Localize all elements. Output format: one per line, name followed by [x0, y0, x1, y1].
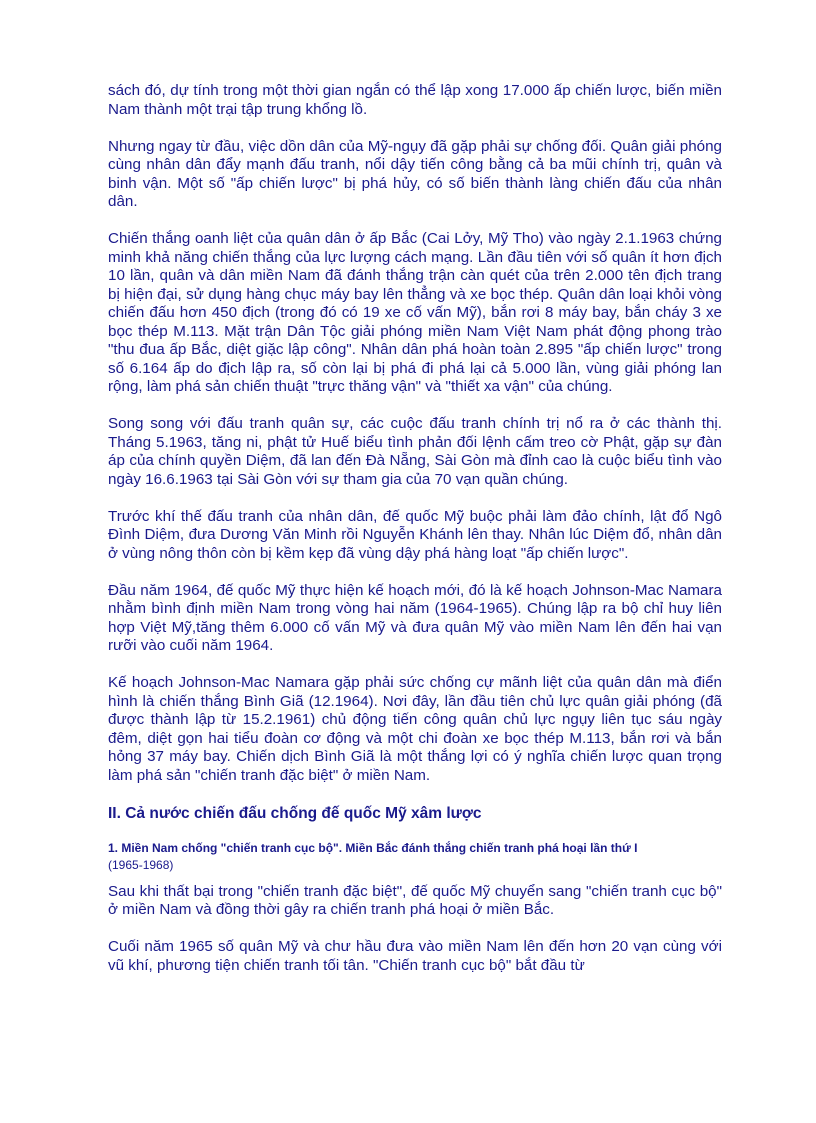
paragraph-7: Kế hoạch Johnson-Mac Namara gặp phải sức chống cự mãnh liệt của quân dân mà điển hình là chiến thắng Bình Giã (12.1964). Nơi đây, lần đầu tiên chủ lực quân giải phóng (đã được thành lập từ 15.2.1961) chủ động tiến công quân chủ lực ngụy liên tục sáu ngày đêm, diệt gọn hai tiểu đoàn cơ động và một chi đoàn xe bọc thép M.113, bắn rơi và bắn hỏng 37 máy bay. Chiến dịch Bình Giã là một thắng lợi có ý nghĩa chiến lược quan trọng làm phá sản "chiến tranh đặc biệt" ở miền Nam.	[108, 674, 722, 784]
paragraph-5: Trước khí thế đấu tranh của nhân dân, đế quốc Mỹ buộc phải làm đảo chính, lật đổ Ngô Đình Diệm, đưa Dương Văn Minh rồi Nguyễn Khánh lên thay. Nhân lúc Diệm đổ, nhân dân ở vùng nông thôn còn bị kềm kẹp đã vùng dậy phá hàng loạt "ấp chiến lược".	[108, 507, 722, 562]
document-page	[108, 82, 722, 994]
paragraph-3: Chiến thắng oanh liệt của quân dân ở ấp Bắc (Cai Lởy, Mỹ Tho) vào ngày 2.1.1963 chứng minh khả năng chiến thắng của lực lượng cách mạng. Lần đầu tiên với số quân ít hơn địch 10 lần, quân và dân miền Nam đã đánh thắng trận càn quét của trên 2.000 tên địch trang bị hiện đại, sử dụng hàng chục máy bay lên thẳng và xe bọc thép. Quân dân loại khỏi vòng chiến đấu hơn 450 địch (trong đó có 19 xe cố vấn Mỹ), bắn rơi 8 máy bay, bắn cháy 3 xe bọc thép M.113. Mặt trận Dân Tộc giải phóng miền Nam Việt Nam phát động phong trào "thu đua ấp Bắc, diệt giặc lập công". Nhân dân phá hoàn toàn 2.895 "ấp chiến lược" trong số 6.164 ấp do địch lập ra, số còn lại bị phá đi phá lại cả 5.000 lần, vùng giải phóng lan rộng, làm phá sản chiến thuật "trực thăng vận" và "thiết xa vận" của chúng.	[108, 230, 722, 395]
paragraph-1: sách đó, dự tính trong một thời gian ngắn có thể lập xong 17.000 ấp chiến lược, biến miền Nam thành một trại tập trung khổng lồ.	[108, 82, 722, 118]
paragraph-2: Nhưng ngay từ đầu, việc dồn dân của Mỹ-ngụy đã gặp phải sự chống đối. Quân giải phóng cùng nhân dân đẩy mạnh đấu tranh, nổi dậy tiến công bằng cả ba mũi chính trị, quân và binh vận. Một số "ấp chiến lược" bị phá hủy, có số biến thành làng chiến đấu của nhân dân.	[108, 137, 722, 210]
paragraph-6: Đầu năm 1964, đế quốc Mỹ thực hiện kế hoạch mới, đó là kế hoạch Johnson-Mac Namara nhằm bình định miền Nam trong vòng hai năm (1964-1965). Chúng lập ra bộ chỉ huy liên hợp Việt Mỹ,tăng thêm 6.000 cố vấn Mỹ và đưa quân Mỹ vào miền Nam lên đến hai vạn rưỡi vào cuối năm 1964.	[108, 581, 722, 654]
subsection-heading: 1. Miền Nam chống "chiến tranh cục bộ". Miền Bắc đánh thắng chiến tranh phá hoại lần thứ I	[108, 840, 638, 855]
section-heading: II. Cả nước chiến đấu chống đế quốc Mỹ xâm lược	[108, 804, 482, 822]
subsection-years: (1965-1968)	[108, 857, 174, 872]
paragraph-9: Cuối năm 1965 số quân Mỹ và chư hầu đưa vào miền Nam lên đến hơn 20 vạn cùng với vũ khí, phương tiện chiến tranh tối tân. "Chiến tranh cục bộ" bắt đầu từ	[108, 938, 722, 974]
paragraph-4: Song song với đấu tranh quân sự, các cuộc đấu tranh chính trị nổ ra ở các thành thị. Tháng 5.1963, tăng ni, phật tử Huế biểu tình phản đối lệnh cấm treo cờ Phật, gặp sự đàn áp của chính quyền Diệm, đã lan đến Đà Nẵng, Sài Gòn mà đỉnh cao là cuộc biểu tình vào ngày 16.6.1963 tại Sài Gòn với sự tham gia của 70 vạn quần chúng.	[108, 415, 722, 488]
paragraph-8: Sau khi thất bại trong "chiến tranh đặc biệt", đế quốc Mỹ chuyển sang "chiến tranh cục bộ" ở miền Nam và đồng thời gây ra chiến tranh phá hoại ở miền Bắc.	[108, 882, 722, 918]
